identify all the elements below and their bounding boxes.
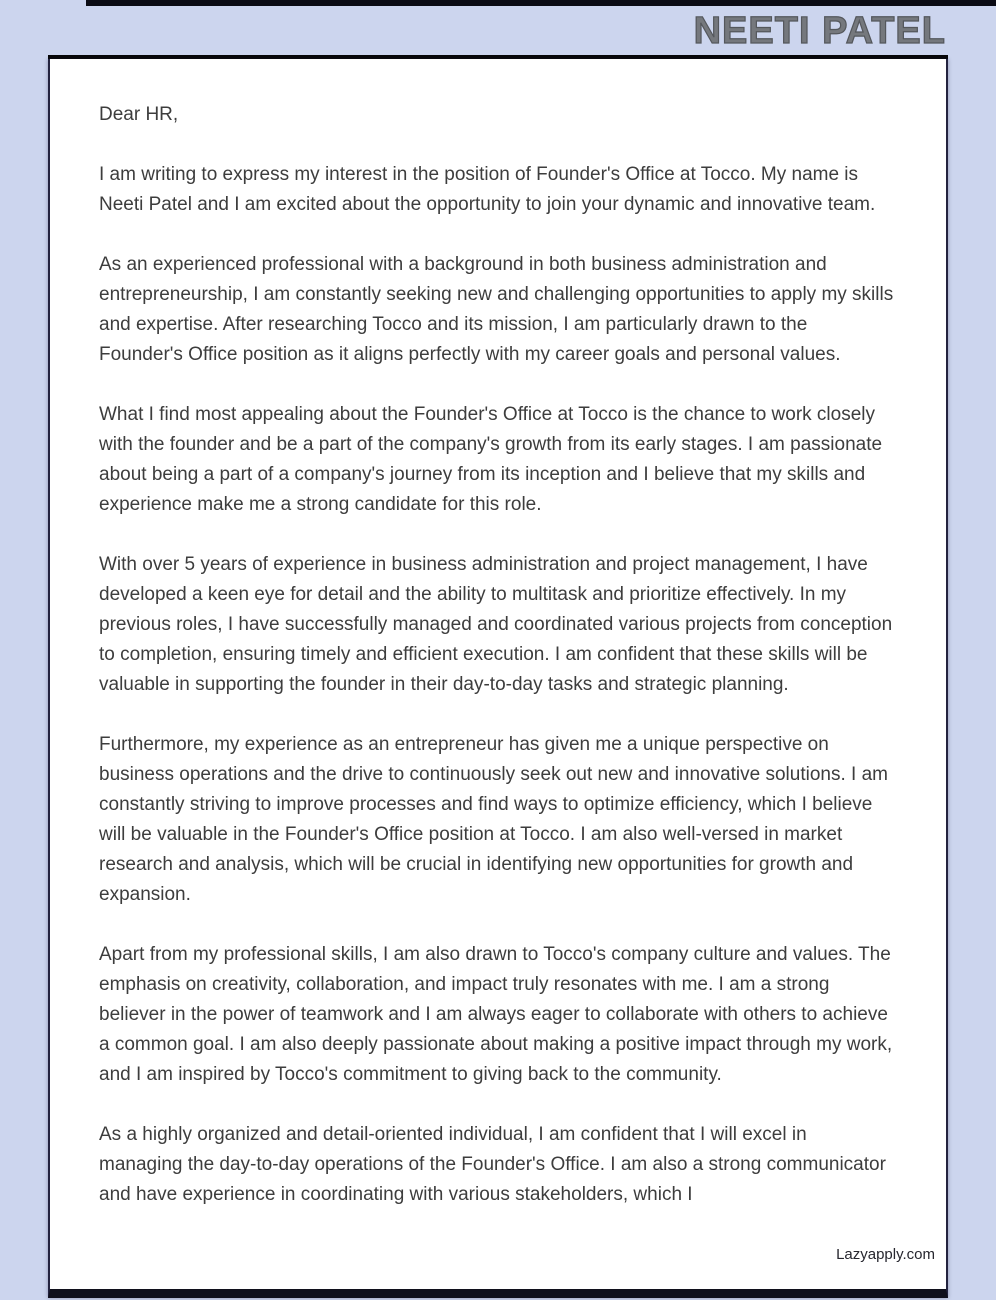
- letter-paragraph: What I find most appealing about the Founder's Office at Tocco is the chance to work closely with the founder and be a part of the company's growth from its early stages. I am passionate about being a part of a company's journey from its inception and I believe that my skills and experience make me a strong candidate for this role.: [99, 404, 883, 515]
- letter-paragraph: Furthermore, my experience as an entrepreneur has given me a unique perspective on business operations and the drive to continuously seek out new and innovative solutions. I am constantly striving to improve processes and find ways to optimize efficiency, which I believe will be valuable in the Founder's Office position at Tocco. I am also well-versed in market research and analysis, which will be crucial in identifying new opportunities for growth and expansion.: [99, 734, 888, 905]
- letter-author-name: NEETI PATEL: [693, 10, 946, 52]
- letter-paragraph: I am writing to express my interest in the position of Founder's Office at Tocco. My name is Neeti Patel and I am excited about the opportunity to join your dynamic and innovative team.: [99, 164, 876, 215]
- scan-edge-artifact: [86, 0, 996, 6]
- salutation: Dear HR,: [99, 104, 179, 125]
- letter-page: [48, 59, 948, 1298]
- letter-paragraph: Apart from my professional skills, I am also drawn to Tocco's company culture and values. The emphasis on creativity, collaboration, and impact truly resonates with me. I am a strong believer in the power of teamwork and I am always eager to collaborate with others to achieve a common goal. I am also deeply passionate about making a positive impact through my work, and I am inspired by Tocco's commitment to giving back to the community.: [99, 944, 893, 1085]
- letter-paragraph: As an experienced professional with a background in both business administration and entrepreneurship, I am constantly seeking new and challenging opportunities to apply my skills and expertise. After researching Tocco and its mission, I am particularly drawn to the Founder's Office position as it aligns perfectly with my career goals and personal values.: [99, 254, 894, 365]
- letter-paragraph: As a highly organized and detail-oriented individual, I am confident that I will excel in managing the day-to-day operations of the Founder's Office. I am also a strong communicator and have experience in coordinating with various stakeholders, which I: [99, 1124, 886, 1205]
- letter-paragraph: With over 5 years of experience in business administration and project management, I have developed a keen eye for detail and the ability to multitask and prioritize effectively. In my previous roles, I have successfully managed and coordinated various projects from conception to completion, ensuring timely and efficient execution. I am confident that these skills will be valuable in supporting the founder in their day-to-day tasks and strategic planning.: [99, 554, 893, 695]
- lazyapply-watermark: Lazyapply.com: [836, 1246, 935, 1263]
